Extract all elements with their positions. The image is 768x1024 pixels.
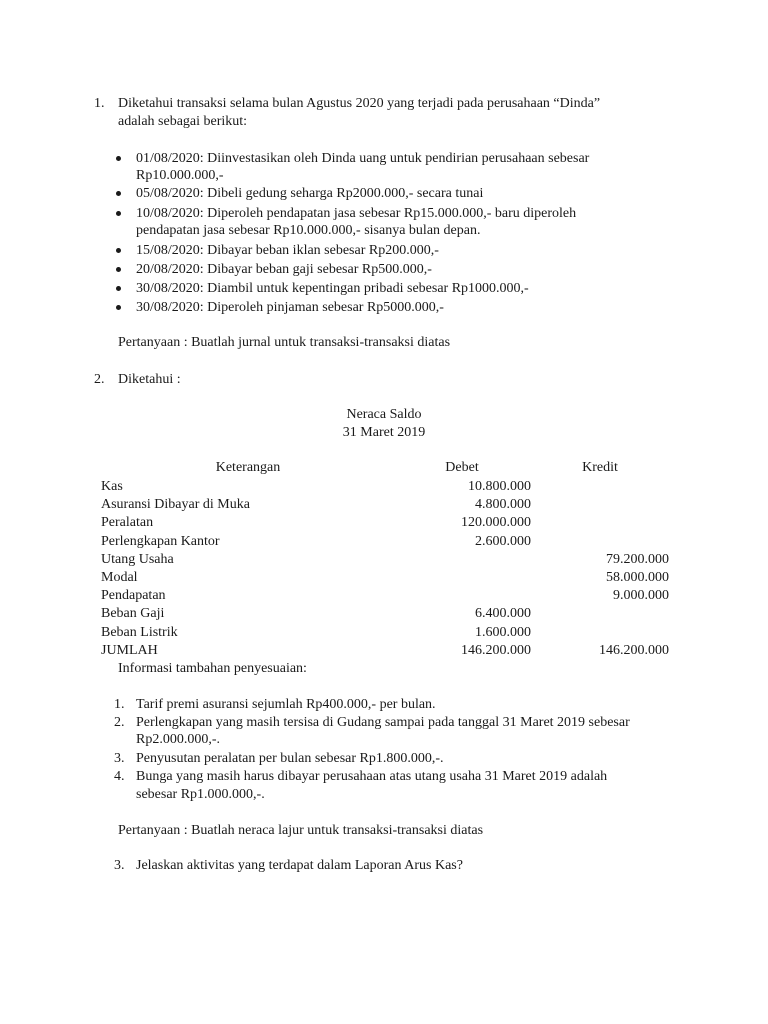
row-9-debit: 1.600.000	[475, 625, 531, 640]
row-8-debit: 6.400.000	[475, 606, 531, 621]
q1-item-2: 05/08/2020: Dibeli gedung seharga Rp2000.000,- secara tunai	[136, 186, 484, 201]
adjustments-title: Informasi tambahan penyesuaian:	[118, 661, 307, 676]
q1-item-5: 20/08/2020: Dibayar beban gaji sebesar Rp500.000,-	[136, 262, 432, 277]
q3-number: 3.	[114, 858, 125, 873]
row-7-credit: 9.000.000	[613, 588, 669, 603]
row-1-desc: Kas	[101, 479, 123, 494]
table-title: Neraca Saldo	[346, 407, 422, 422]
q1-intro-line1: Diketahui transaksi selama bulan Agustus 2020 yang terjadi pada perusahaan “Dinda”	[118, 96, 601, 111]
adjustment-1-number: 1.	[114, 697, 125, 712]
row-6-desc: Modal	[101, 570, 138, 585]
adjustment-2-number: 2.	[114, 715, 125, 730]
adjustment-2-line1: Perlengkapan yang masih tersisa di Gudang sampai pada tanggal 31 Maret 2019 sebesar	[136, 715, 630, 730]
header-debet: Debet	[445, 460, 479, 475]
adjustment-3-number: 3.	[114, 751, 125, 766]
row-4-desc: Perlengkapan Kantor	[101, 534, 220, 549]
q1-item-3-line1: 10/08/2020: Diperoleh pendapatan jasa sebesar Rp15.000.000,- baru diperoleh	[136, 206, 577, 221]
adjustment-4-line1: Bunga yang masih harus dibayar perusahaan atas utang usaha 31 Maret 2019 adalah	[136, 769, 608, 784]
adjustment-4-number: 4.	[114, 769, 125, 784]
row-2-debit: 4.800.000	[475, 497, 531, 512]
row-6-credit: 58.000.000	[606, 570, 669, 585]
adjustment-1-line1: Tarif premi asuransi sejumlah Rp400.000,- per bulan.	[136, 697, 436, 712]
row-total-desc: JUMLAH	[101, 643, 158, 658]
row-2-desc: Asuransi Dibayar di Muka	[101, 497, 250, 512]
row-3-debit: 120.000.000	[461, 515, 531, 530]
q1-question: Pertanyaan : Buatlah jurnal untuk transaksi-transaksi diatas	[118, 335, 451, 350]
row-3-desc: Peralatan	[101, 515, 154, 530]
adjustment-4-line2: sebesar Rp1.000.000,-.	[136, 787, 265, 802]
table-date: 31 Maret 2019	[342, 425, 426, 440]
q1-item-1-line2: Rp10.000.000,-	[136, 168, 224, 183]
q2-intro: Diketahui :	[118, 372, 181, 387]
q1-item-7: 30/08/2020: Diperoleh pinjaman sebesar Rp5000.000,-	[136, 300, 444, 315]
q1-item-3-line2: pendapatan jasa sebesar Rp10.000.000,- sisanya bulan depan.	[136, 223, 481, 238]
q2-question: Pertanyaan : Buatlah neraca lajur untuk transaksi-transaksi diatas	[118, 823, 484, 838]
q1-item-1-line1: 01/08/2020: Diinvestasikan oleh Dinda uang untuk pendirian perusahaan sebesar	[136, 151, 590, 166]
row-total-credit: 146.200.000	[599, 643, 669, 658]
row-5-credit: 79.200.000	[606, 552, 669, 567]
q1-number: 1.	[94, 96, 105, 111]
q1-intro-line2: adalah sebagai berikut:	[118, 114, 248, 129]
row-total-debit: 146.200.000	[461, 643, 531, 658]
adjustment-2-line2: Rp2.000.000,-.	[136, 732, 220, 747]
row-1-debit: 10.800.000	[468, 479, 531, 494]
row-4-debit: 2.600.000	[475, 534, 531, 549]
q3-text: Jelaskan aktivitas yang terdapat dalam Laporan Arus Kas?	[136, 858, 463, 873]
adjustment-3-line1: Penyusutan peralatan per bulan sebesar Rp1.800.000,-.	[136, 751, 444, 766]
row-5-desc: Utang Usaha	[101, 552, 174, 567]
q1-item-6: 30/08/2020: Diambil untuk kepentingan pribadi sebesar Rp1000.000,-	[136, 281, 529, 296]
header-kredit: Kredit	[582, 460, 618, 475]
row-8-desc: Beban Gaji	[101, 606, 165, 621]
q1-item-4: 15/08/2020: Dibayar beban iklan sebesar Rp200.000,-	[136, 243, 439, 258]
header-keterangan: Keterangan	[215, 460, 281, 475]
row-9-desc: Beban Listrik	[101, 625, 178, 640]
row-7-desc: Pendapatan	[101, 588, 166, 603]
q2-number: 2.	[94, 372, 105, 387]
